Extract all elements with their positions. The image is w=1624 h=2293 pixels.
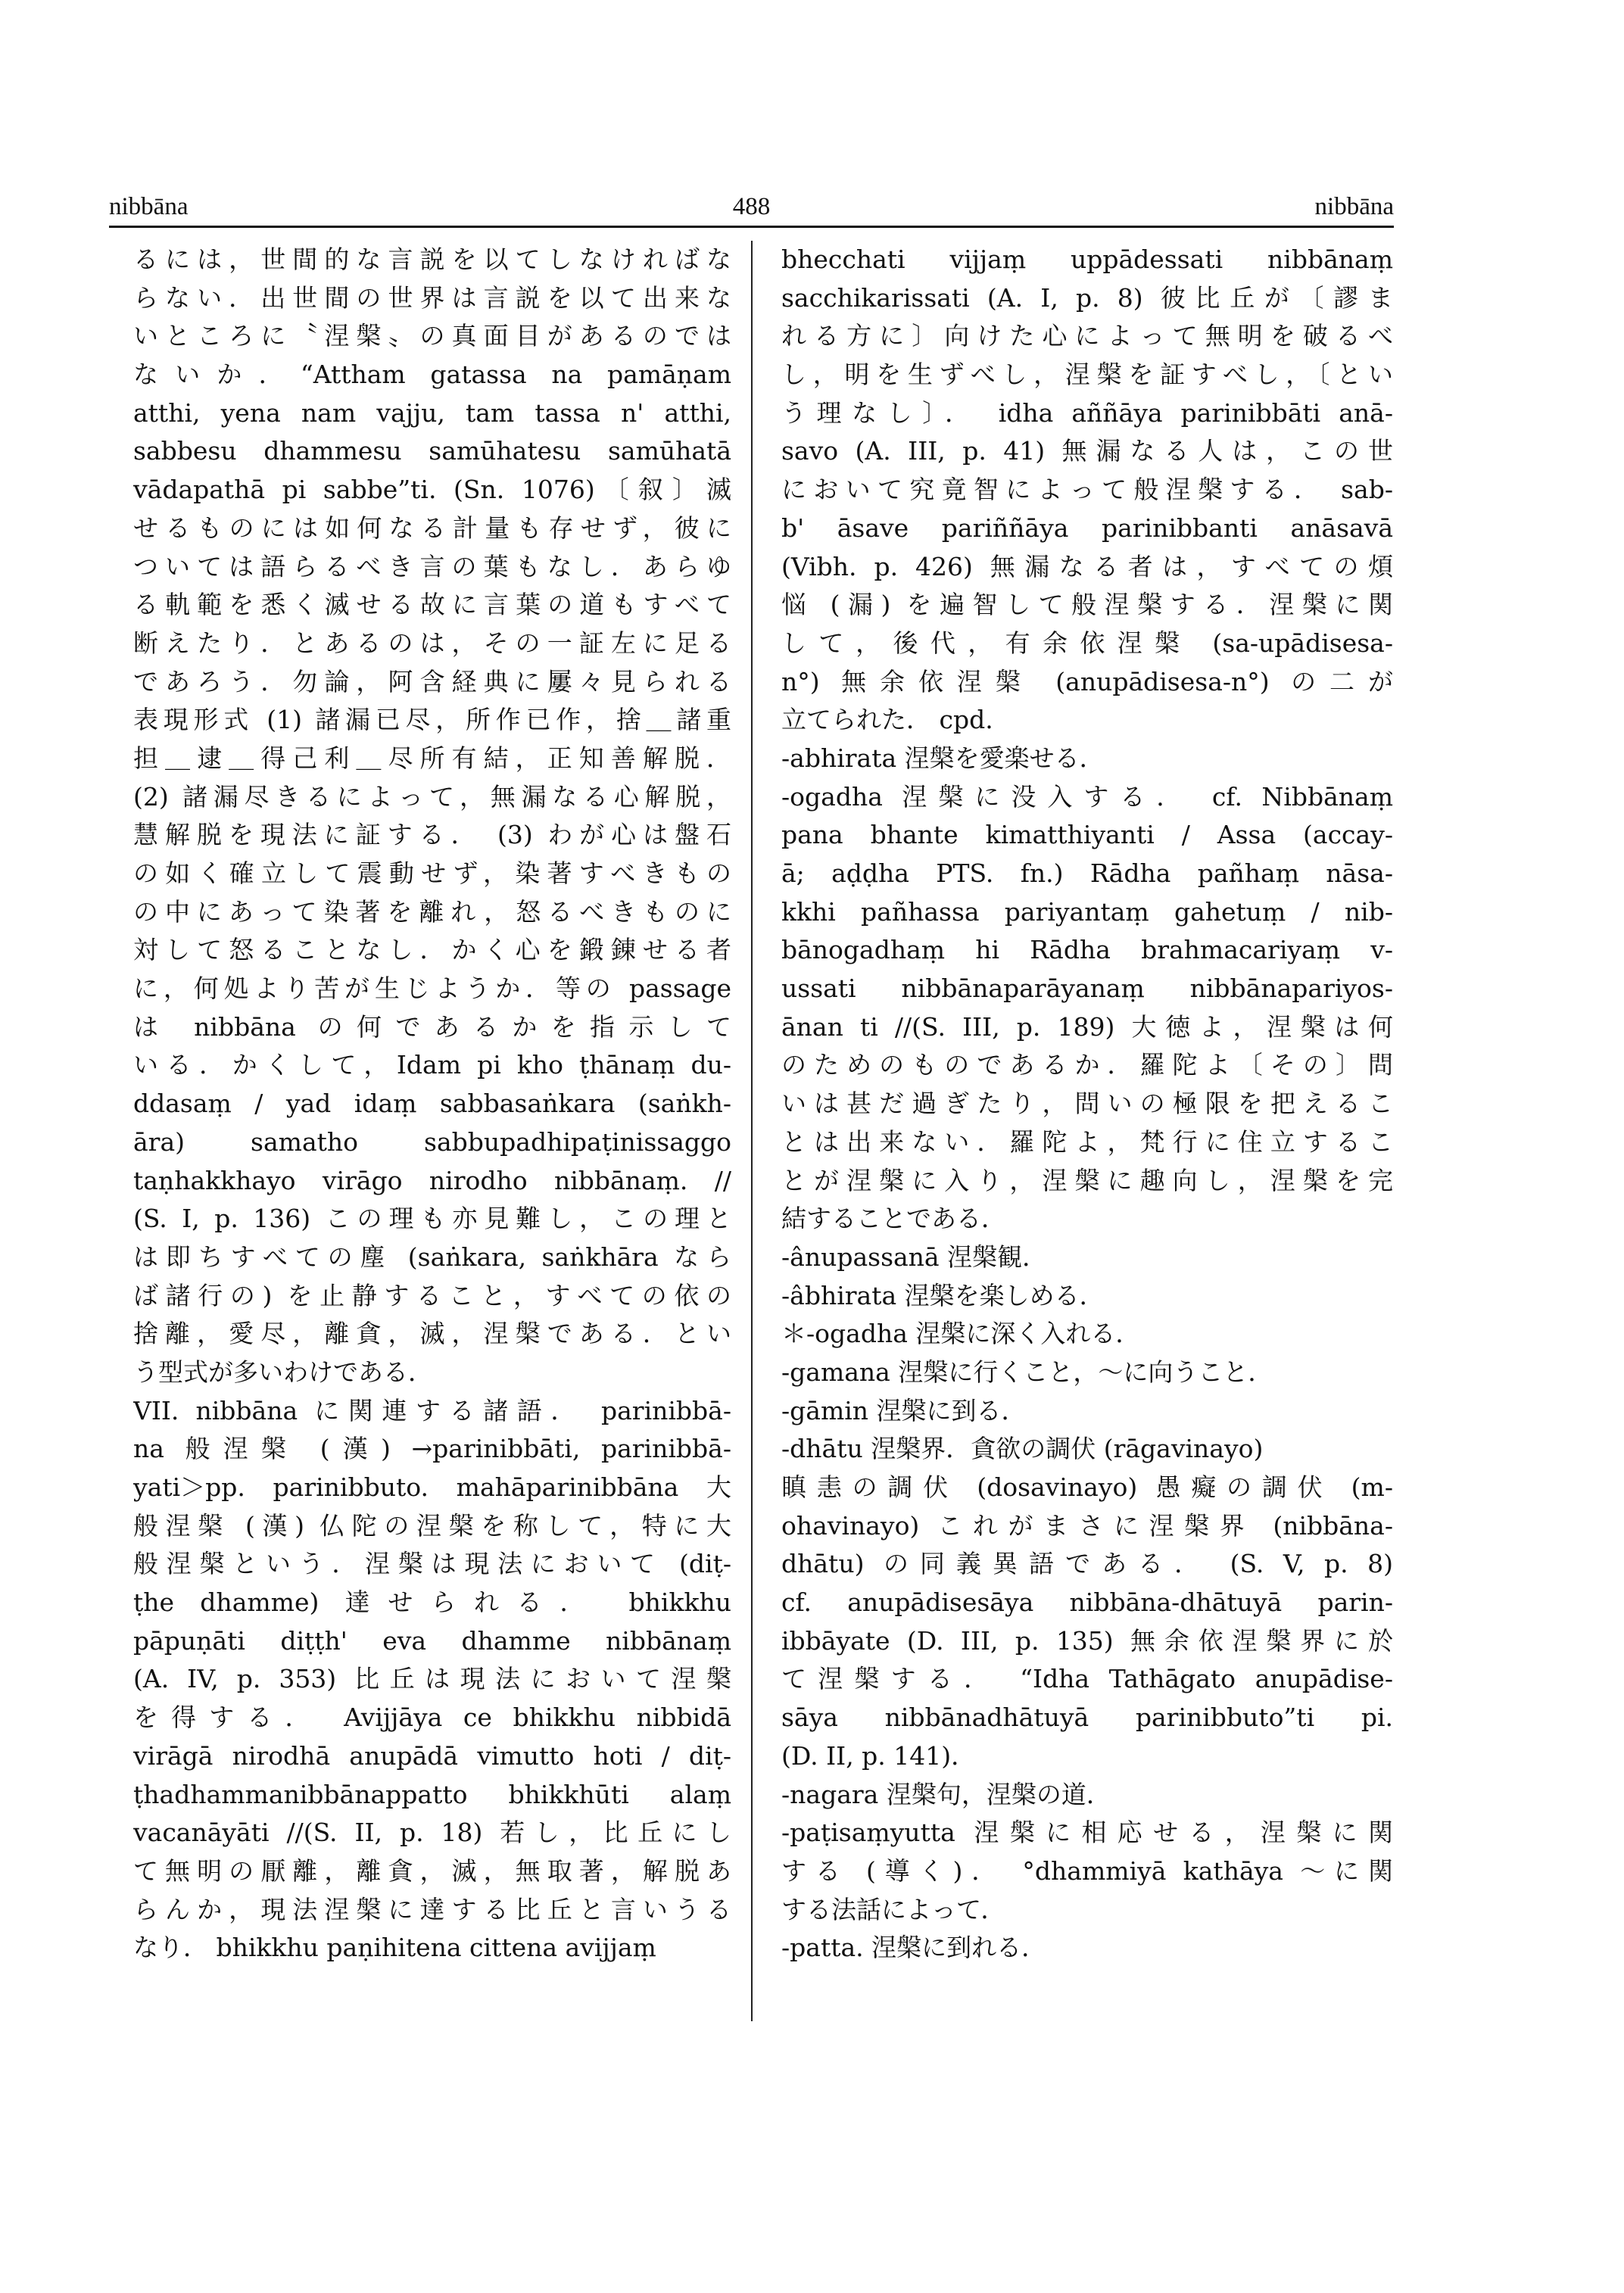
text-line: であろう．勿論，阿含経典に屢々見られる [133, 666, 731, 696]
right-column [781, 241, 1393, 1967]
text-line: (D. II, p. 141)． [781, 1740, 977, 1771]
header-headword-right: nibbāna [1314, 193, 1394, 220]
text-line: せるものには如何なる計量も存せず，彼に [133, 512, 731, 543]
text-line: ānan ti //(S. III, p. 189) 大徳よ，涅槃は何 [781, 1011, 1393, 1042]
text-line: のためのものであるか．羅陀よ〔その〕問 [781, 1050, 1393, 1080]
text-line: 断えたり．とあるのは，その一証左に足る [133, 628, 731, 658]
text-line: pāpuṇāti diṭṭh' eva dhamme nibbānaṃ [133, 1625, 731, 1656]
text-line: 担＿逮＿得己利＿尽所有結，正知善解脱． [133, 743, 731, 773]
text-line: dhātu) の同義異語である． (S. V, p. 8) [781, 1549, 1393, 1579]
text-line: -âbhirata 涅槃を楽しめる． [781, 1280, 1105, 1310]
text-line: は即ちすべての塵 (saṅkara, saṅkhāra なら [133, 1242, 731, 1272]
text-line: virāgā nirodhā anupādā vimutto hoti / diṭ- [133, 1740, 731, 1771]
text-line: して，後代，有余依涅槃 (sa-upādisesa- [781, 628, 1393, 658]
text-line: 表現形式 (1) 諸漏已尽，所作已作，捨＿諸重 [133, 705, 731, 735]
text-line: ohavinayo) これがまさに涅槃界 (nibbāna- [781, 1510, 1393, 1541]
text-line: taṇhakkhayo virāgo nirodho nibbānaṃ. // [133, 1165, 731, 1195]
text-line: b' āsave pariññāya parinibbanti anāsavā [781, 512, 1393, 543]
page-number: 488 [732, 193, 771, 220]
text-line: する法話によって． [781, 1894, 1006, 1924]
text-line: -gamana 涅槃に行くこと，〜に向うこと． [781, 1357, 1273, 1387]
text-line: -ogadha 涅槃に没入する． cf. Nibbānaṃ [781, 781, 1393, 812]
text-line: vacanāyāti //(S. II, p. 18) 若し，比丘にし [133, 1818, 731, 1848]
text-line: ussati nibbānaparāyanaṃ nibbānapariyos- [781, 974, 1393, 1004]
text-line: VII. nibbāna に関連する諸語． parinibbā- [133, 1395, 731, 1425]
text-line: n°) 無余依涅槃 (anupādisesa-n°) の二が [781, 666, 1393, 696]
text-line: 結することである． [781, 1204, 1006, 1234]
running-header [109, 188, 1394, 226]
text-line: -gāmin 涅槃に到る． [781, 1395, 1027, 1425]
text-line: (S. I, p. 136) この理も亦見難し，この理と [133, 1204, 731, 1234]
text-line: -ânupassanā 涅槃観． [781, 1242, 1048, 1272]
text-line: ā; aḍḍha PTS. fn.) Rādha pañhaṃ nāsa- [781, 858, 1393, 888]
text-line: 立てられた． cpd. [781, 705, 993, 735]
text-line: ṭhadhammanibbānappatto bhikkhūti alaṃ [133, 1779, 731, 1809]
text-line: savo (A. III, p. 41) 無漏なる人は，この世 [781, 436, 1393, 466]
text-line: pana bhante kimatthiyanti / Assa (accay- [781, 820, 1393, 850]
text-line: を得する． Avijjāya ce bhikkhu nibbidā [133, 1703, 731, 1733]
text-line: なり． bhikkhu paṇihitena cittena avijjaṃ [133, 1933, 656, 1963]
text-line: 捨離，愛尽，離貪，滅，涅槃である．とい [133, 1319, 731, 1349]
text-line: て涅槃する． “Idha Tathāgato anupādise- [781, 1664, 1393, 1694]
text-line: う型式が多いわけである． [133, 1357, 433, 1387]
text-line: の中にあって染著を離れ，怒るべきものに [133, 896, 731, 927]
text-line: bānogadhaṃ hi Rādha brahmacariyaṃ v- [781, 935, 1393, 965]
text-line: ば諸行の) を止静すること，すべての依の [133, 1280, 731, 1310]
text-line: ddasaṃ / yad idaṃ sabbasaṅkara (saṅkh- [133, 1089, 731, 1119]
text-line: とが涅槃に入り，涅槃に趣向し，涅槃を完 [781, 1165, 1393, 1195]
text-line: う理なし〕． idha aññāya parinibbāti anā- [781, 397, 1393, 428]
text-line: ＊-ogadha 涅槃に深く入れる． [781, 1319, 1141, 1349]
text-line: vādapathā pi sabbe”ti. (Sn. 1076)〔叙〕滅 [133, 475, 731, 505]
text-line: れる方に〕向けた心によって無明を破るべ [781, 321, 1393, 351]
text-line: -patta. 涅槃に到れる． [781, 1933, 1047, 1963]
text-line: ibbāyate (D. III, p. 135) 無余依涅槃界に於 [781, 1625, 1393, 1656]
text-line: atthi, yena nam vajju, tam tassa n' atthi, [133, 397, 731, 428]
text-line: は nibbāna の何であるかを指示して [133, 1011, 731, 1042]
text-line: に，何処より苦が生じようか．等の passage [133, 974, 731, 1004]
text-line: bhecchati vijjaṃ uppādessati nibbānaṃ [781, 245, 1393, 274]
text-line: いは甚だ過ぎたり，問いの極限を把えるこ [781, 1089, 1393, 1119]
text-line: sacchikarissati (A. I, p. 8) 彼比丘が〔謬ま [781, 282, 1393, 313]
text-line: -paṭisaṃyutta 涅槃に相応せる，涅槃に関 [781, 1818, 1393, 1848]
text-line: (2) 諸漏尽きるによって，無漏なる心解脱， [133, 781, 731, 812]
text-line: し，明を生ずべし，涅槃を証すべし，〔とい [781, 360, 1393, 390]
text-line: ないか．“Attham gatassa na pamāṇam [133, 360, 731, 390]
text-line: とは出来ない．羅陀よ，梵行に住立するこ [781, 1126, 1393, 1157]
text-line: (Vibh. p. 426) 無漏なる者は，すべての煩 [781, 551, 1393, 581]
text-line: 般涅槃 (漢) 仏陀の涅槃を称して，特に大 [133, 1510, 731, 1541]
text-line: て無明の厭離，離貪，滅，無取著，解脱あ [133, 1855, 731, 1886]
text-line: na 般涅槃 (漢) →parinibbāti, parinibbā- [133, 1434, 731, 1464]
text-line: の如く確立して震動せず，染著すべきもの [133, 858, 731, 888]
text-line: sāya nibbānadhātuyā parinibbuto”ti pi. [781, 1703, 1393, 1733]
column-divider [751, 241, 753, 2021]
text-line: する (導く)． °dhammiyā kathāya 〜に関 [781, 1855, 1393, 1886]
header-headword-left: nibbāna [109, 193, 189, 220]
text-line: 瞋恚の調伏 (dosavinayo) 愚癡の調伏 (m- [781, 1472, 1393, 1502]
left-column [133, 241, 731, 1967]
text-line: -dhātu 涅槃界．貪欲の調伏 (rāgavinayo) [781, 1434, 1264, 1464]
text-line: 慧解脱を現法に証する． (3) わが心は盤石 [133, 820, 731, 850]
text-line: kkhi pañhassa pariyantaṃ gahetuṃ / nib- [781, 896, 1393, 927]
text-line: (A. IV, p. 353) 比丘は現法において涅槃 [133, 1664, 731, 1694]
text-line: -abhirata 涅槃を愛楽せる． [781, 743, 1105, 773]
text-line: ṭhe dhamme) 達せられる． bhikkhu [133, 1587, 731, 1618]
text-line: いところに〝涅槃〟の真面目があるのでは [133, 321, 731, 351]
text-line: -nagara 涅槃句，涅槃の道． [781, 1779, 1111, 1809]
text-line: 対して怒ることなし．かく心を鍛錬せる者 [133, 935, 731, 965]
text-line: 般涅槃という．涅槃は現法において (diṭ- [133, 1549, 731, 1579]
text-line: いる．かくして，Idam pi kho ṭhānaṃ du- [133, 1050, 731, 1080]
text-line: において究竟智によって般涅槃する． sab- [781, 475, 1393, 505]
text-line: らない．出世間の世界は言説を以て出来な [133, 282, 731, 313]
text-line: āra) samatho sabbupadhipaṭinissaggo [133, 1126, 731, 1157]
text-line: yati＞pp. parinibbuto. mahāparinibbāna 大 [133, 1472, 731, 1502]
text-line: るには，世間的な言説を以てしなければな [133, 245, 731, 274]
text-line: ついては語らるべき言の葉もなし．あらゆ [133, 551, 731, 581]
header-rule [109, 226, 1394, 228]
text-line: sabbesu dhammesu samūhatesu samūhatā [133, 436, 731, 466]
text-line: 悩 (漏) を遍智して般涅槃する．涅槃に関 [781, 590, 1393, 620]
text-line: る軌範を悉く滅せる故に言葉の道もすべて [133, 590, 731, 620]
text-line: らんか，現法涅槃に達する比丘と言いうる [133, 1894, 731, 1924]
text-line: cf. anupādisesāya nibbāna-dhātuyā parin- [781, 1587, 1393, 1618]
